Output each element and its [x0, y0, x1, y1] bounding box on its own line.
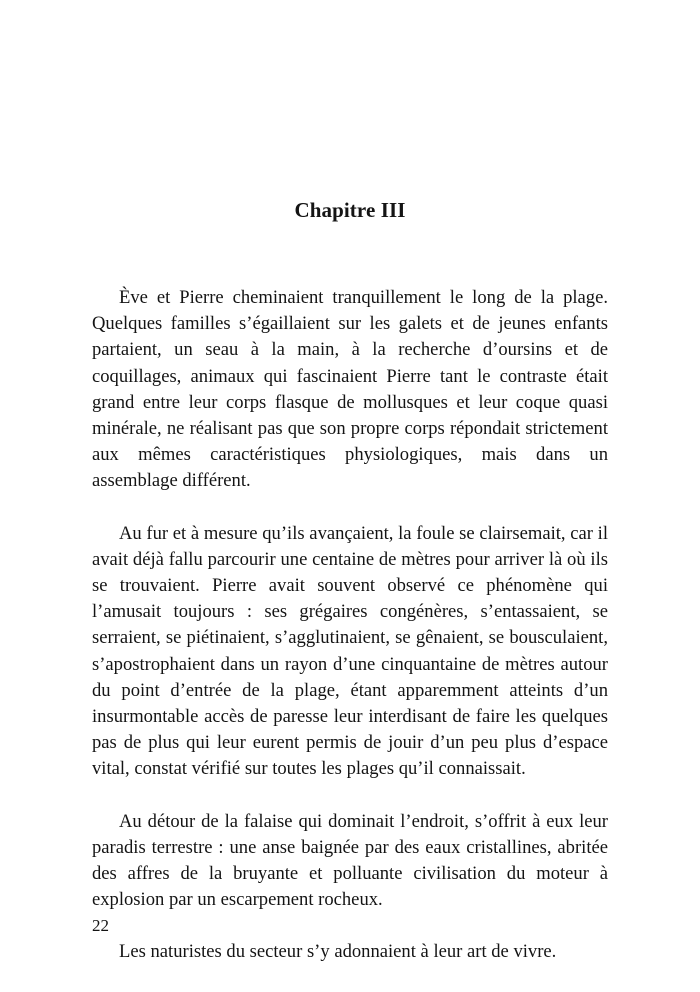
paragraph-gap	[92, 783, 608, 809]
paragraph-gap	[92, 495, 608, 521]
paragraph-4: Les naturistes du secteur s’y adonnaient à leur art de vivre.	[119, 941, 557, 963]
paragraph-1: Ève et Pierre cheminaient tranquillement le long de la plage. Quelques familles s’égaillaient sur les galets et de jeunes enfants partaient, un seau à la main, à la recherche d’oursins et de coquillages, animaux qui fascinaient Pierre tant le contraste était grand entre leur corps flasque de mollusques et leur coque quasi minérale, ne réalisant pas que son propre corps répondait strictement aux mêmes caractéristiques physiologiques, mais dans un assemblage différent.	[92, 287, 608, 492]
paragraph-3: Au détour de la falaise qui dominait l’endroit, s’offrit à eux leur paradis terrestre : une anse baignée par des eaux cristallines, abritée des affres de la bruyante et polluante civilisation du moteur à explosion par un escarpement rocheux.	[92, 810, 608, 911]
chapter-title: Chapitre III	[294, 198, 406, 222]
paragraph-gap	[92, 913, 608, 939]
paragraph-2: Au fur et à mesure qu’ils avançaient, la foule se clairsemait, car il avait déjà fallu parcourir une centaine de mètres pour arriver là où ils se trouvaient. Pierre avait souvent observé ce phénomène qui l’amusait toujours : ses grégaires congénères, s’entassaient, se serraient, se piétinaient, s’agglutinaient, se gênaient, se bousculaient, s’apostrophaient dans un rayon d’une cinquantaine de mètres autour du point d’entrée de la plage, étant apparemment atteints d’un insurmontable accès de paresse leur interdisant de faire les quelques pas de plus qui leur eurent permis de jouir d’un peu plus d’espace vital, constat vérifié sur toutes les plages qu’il connaissait.	[92, 522, 608, 780]
page-number: 22	[92, 916, 109, 935]
chapter-body	[92, 285, 608, 966]
